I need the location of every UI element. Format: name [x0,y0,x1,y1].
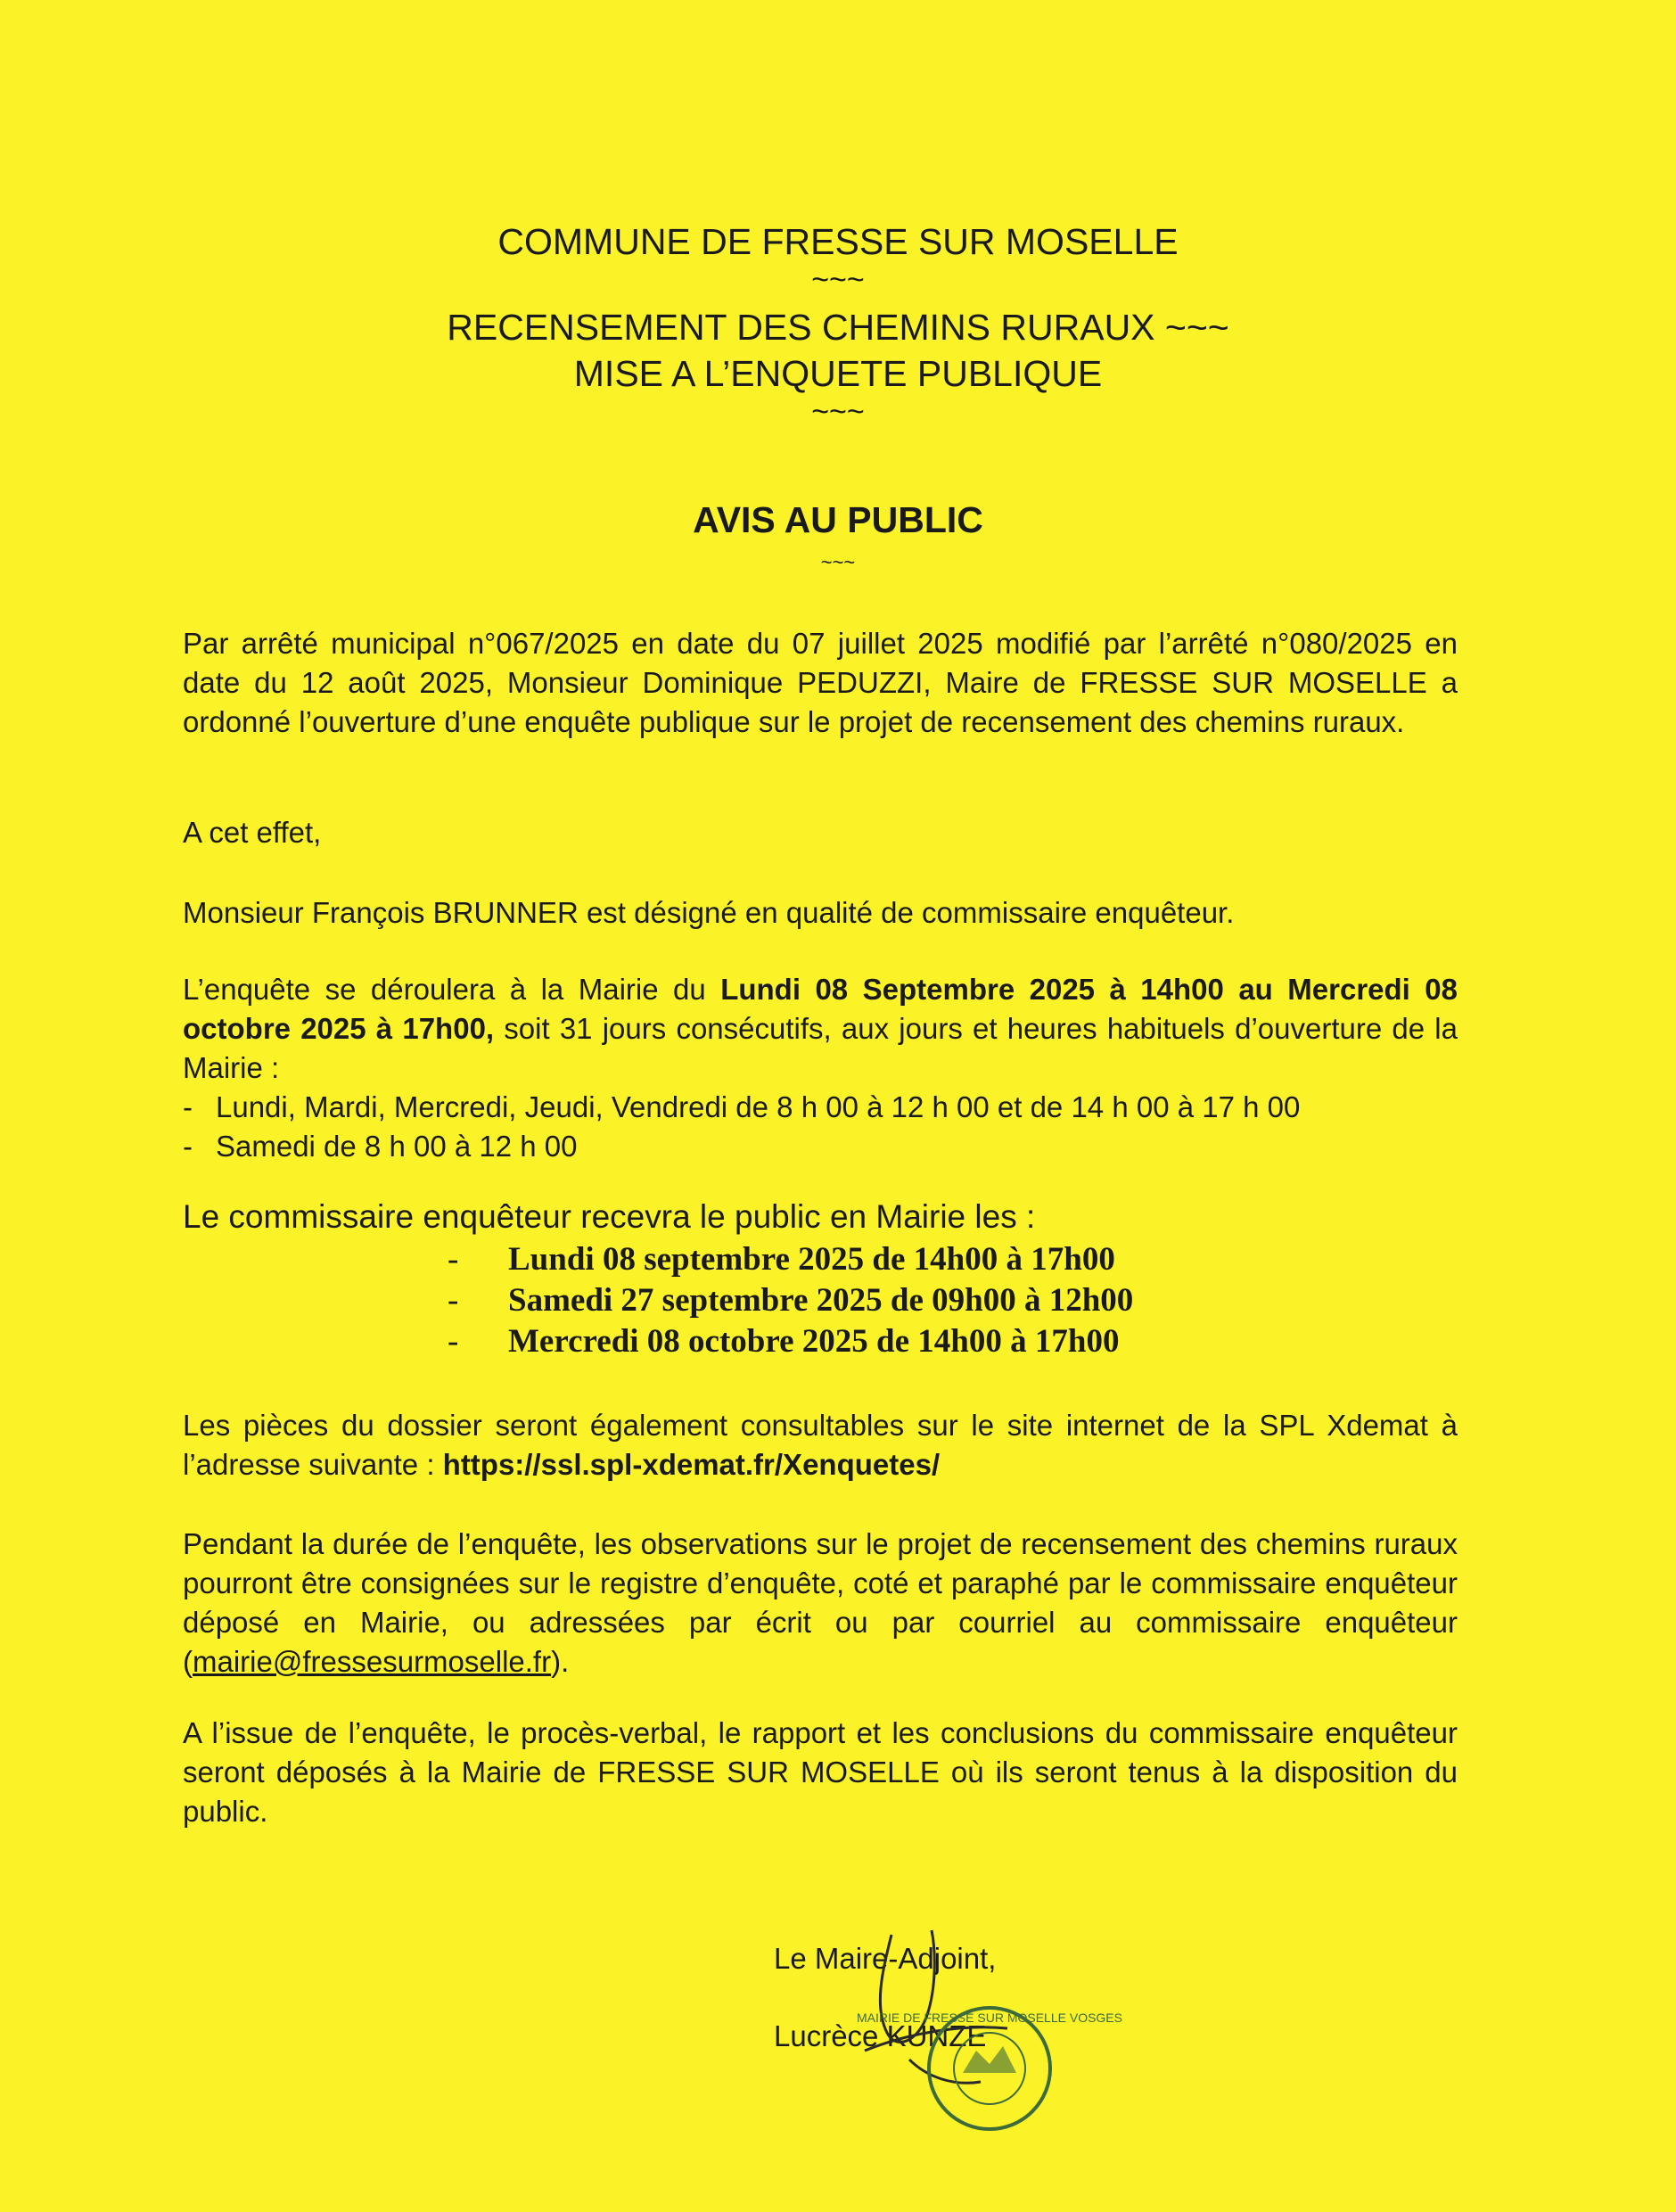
dates-text-start: L’enquête se déroulera à la Mairie du [183,973,721,1006]
signature-and-stamp [856,1917,1122,2131]
email-link[interactable]: mairie@fressesurmoselle.fr [193,1645,552,1678]
list-item: - Mercredi 08 octobre 2025 de 14h00 à 17h00 [437,1321,1133,1362]
paragraph-conclusion: A l’issue de l’enquête, le procès-verbal, le rapport et les conclusions du commissaire enquêteur seront déposés à la Mairie de FRESSE SUR MOSELLE où ils seront tenus à la disposition du public. [183,1716,1458,1828]
list-item: - Samedi 27 septembre 2025 de 09h00 à 12h00 [437,1280,1133,1321]
dossier-link[interactable]: https://ssl.spl-xdemat.fr/Xenquetes/ [442,1448,941,1481]
paragraph-observations [183,1525,1458,1682]
notice-title: AVIS AU PUBLIC [693,499,983,540]
notice-separator: ~~~ [820,551,856,573]
header-block [0,218,1676,427]
paragraph-commissioner: Monsieur François BRUNNER est désigné en qualité de commissaire enquêteur. [183,896,1235,929]
dates-text-end: soit 31 jours consécutifs, aux jours et heures habituels d’ouverture de la Mairie : [183,1012,1458,1084]
observations-text: Pendant la durée de l’enquête, les observations sur le projet de recensement des chemins ruraux pourront être consignées sur le registre d’enquête, coté et paraphé par le commissaire enquêteur déposé en Mairie, ou adressées par écrit ou par courriel au commissaire enquêteur ( [183,1527,1458,1678]
sessions-list [437,1239,1133,1362]
paragraph-order: Par arrêté municipal n°067/2025 en date du 07 juillet 2025 modifié par l’arrêté n°080/2025 en date du 12 août 2025, Monsieur Dominique PEDUZZI, Maire de FRESSE SUR MOSELLE a ordonné l’ouverture d’une enquête publique sur le projet de recensement des chemins ruraux. [183,627,1458,738]
dates-range: Lundi 08 Septembre 2025 à 14h00 au Mercredi 08 octobre 2025 à 17h00, [183,973,1458,1045]
signature-name: Lucrèce KUNZE [774,2019,987,2052]
commune-title: COMMUNE DE FRESSE SUR MOSELLE [497,221,1179,262]
paragraph-online [183,1406,1458,1484]
online-text: Les pièces du dossier seront également consultables sur le site internet de la SPL Xdemat à l’adresse suivante : [183,1409,1458,1481]
subtitle: MISE A L’ENQUETE PUBLIQUE [573,353,1103,394]
opening-hours-list [183,1088,1458,1166]
paragraph-dates [183,970,1458,1166]
reception-intro: Le commissaire enquêteur recevra le public en Mairie les : [183,1198,1036,1235]
list-item: - Lundi 08 septembre 2025 de 14h00 à 17h00 [437,1239,1133,1280]
stamp-text: MAIRIE DE FRESSE SUR MOSELLE VOSGES [857,2011,1122,2025]
dates-text [183,970,1458,1088]
observations-end: ). [551,1645,570,1678]
paragraph-effect: A cet effet, [183,816,322,849]
separator: ~~~ [811,395,865,429]
list-item: - Lundi, Mardi, Mercredi, Jeudi, Vendredi de 8 h 00 à 12 h 00 et de 14 h 00 à 17 h 00 [183,1088,1458,1127]
signature-role: Le Maire-Adjoint, [774,1942,997,1975]
subject-title: RECENSEMENT DES CHEMINS RURAUX ~~~ [447,307,1229,348]
separator: ~~~ [811,263,865,297]
list-item: - Samedi de 8 h 00 à 12 h 00 [183,1127,1458,1166]
